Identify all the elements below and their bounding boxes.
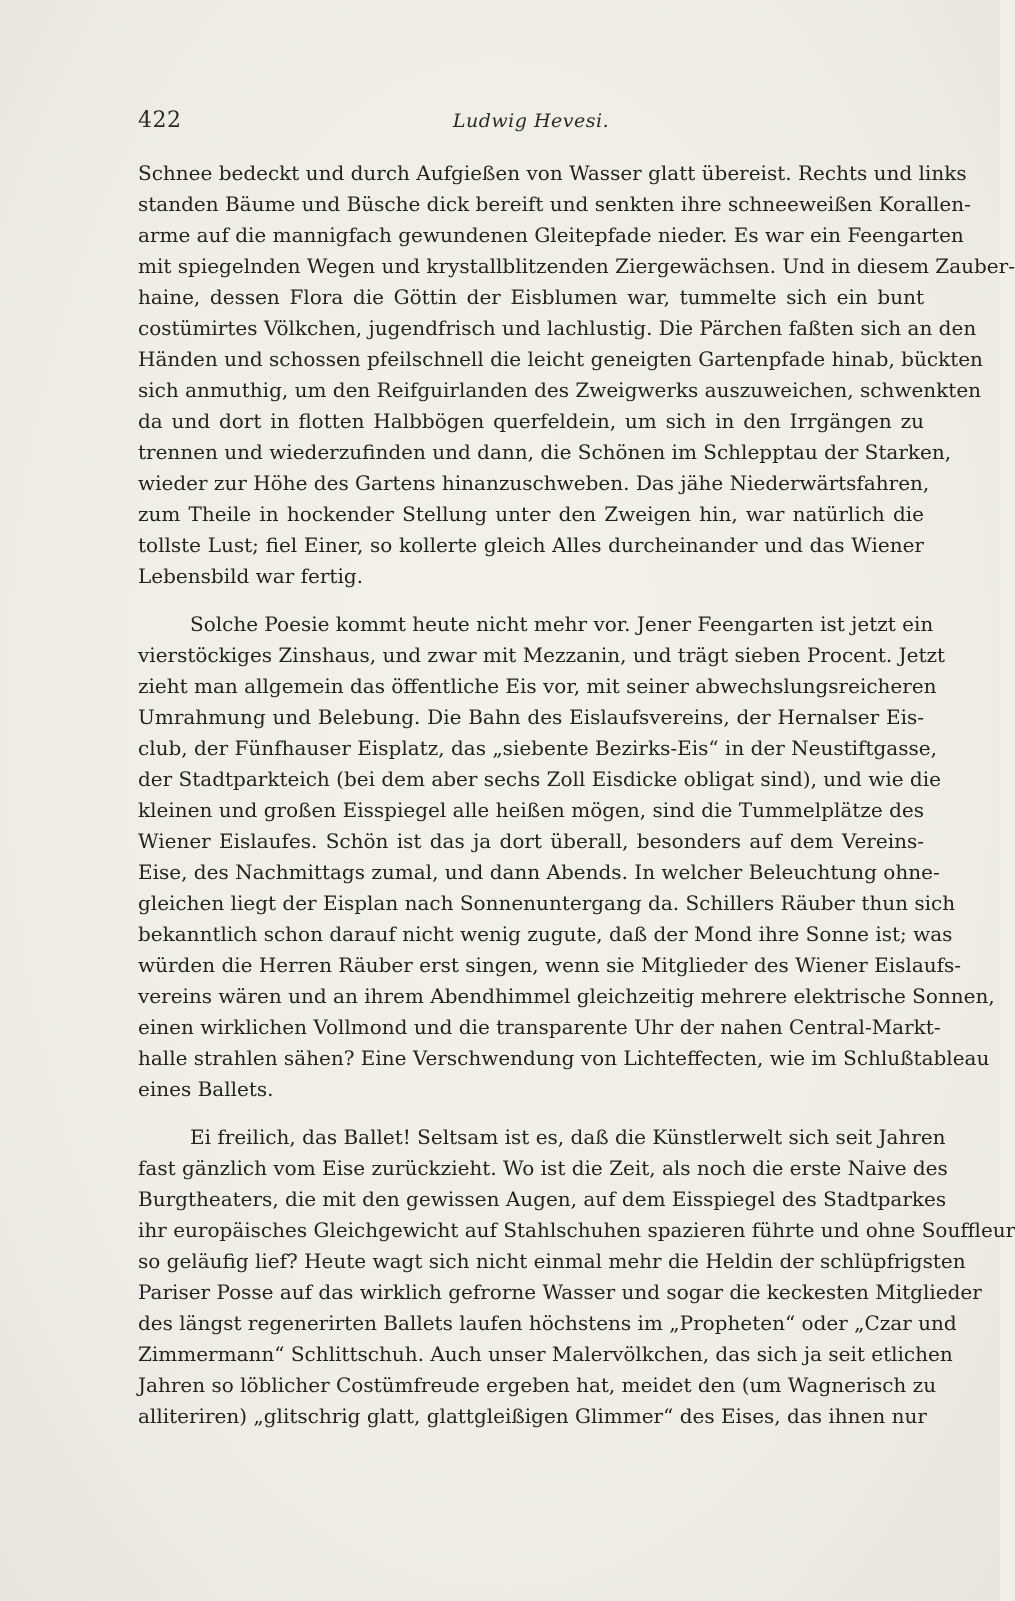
text-line: da und dort in flotten Halbbögen querfeldein, um sich in den Irrgängen zu xyxy=(138,409,924,433)
text-line: fast gänzlich vom Eise zurückzieht. Wo ist die Zeit, als noch die erste Naive des xyxy=(138,1156,948,1180)
text-line: Zimmermann“ Schlittschuh. Auch unser Malervölkchen, das sich ja seit etlichen xyxy=(138,1342,953,1366)
paragraph xyxy=(138,609,995,1105)
text-line: bekanntlich schon darauf nicht wenig zugute, daß der Mond ihre Sonne ist; was xyxy=(138,922,953,946)
text-line: Pariser Posse auf das wirklich gefrorne Wasser und sogar die keckesten Mitglieder xyxy=(138,1280,982,1304)
page-header xyxy=(138,108,924,144)
text-line: wieder zur Höhe des Gartens hinanzuschweben. Das jähe Niederwärtsfahren, xyxy=(138,471,930,495)
text-line: standen Bäume und Büsche dick bereift und senkten ihre schneeweißen Korallen- xyxy=(138,192,971,216)
text-line: Solche Poesie kommt heute nicht mehr vor. Jener Feengarten ist jetzt ein xyxy=(190,612,934,636)
text-line: halle strahlen sähen? Eine Verschwendung von Lichteffecten, wie im Schlußtableau xyxy=(138,1046,990,1070)
text-line: mit spiegelnden Wegen und krystallblitzenden Ziergewächsen. Und in diesem Zauber- xyxy=(138,254,1015,278)
text-line: so geläufig lief? Heute wagt sich nicht einmal mehr die Heldin der schlüpfrigsten xyxy=(138,1249,966,1273)
text-line: vierstöckiges Zinshaus, und zwar mit Mezzanin, und trägt sieben Procent. Jetzt xyxy=(138,643,946,667)
text-line: kleinen und großen Eisspiegel alle heißen mögen, sind die Tummelplätze des xyxy=(138,798,924,822)
text-line: Burgtheaters, die mit den gewissen Augen, auf dem Eisspiegel des Stadtparkes xyxy=(138,1187,947,1211)
text-line: tollste Lust; fiel Einer, so kollerte gleich Alles durcheinander und das Wiener xyxy=(138,533,924,557)
text-line: Händen und schossen pfeilschnell die leicht geneigten Gartenpfade hinab, bückten xyxy=(138,347,983,371)
text-line: eines Ballets. xyxy=(138,1077,274,1101)
text-line: Eise, des Nachmittags zumal, und dann Abends. In welcher Beleuchtung ohne- xyxy=(138,860,940,884)
paragraph-spacer xyxy=(138,1105,924,1122)
text-line: costümirtes Völkchen, jugendfrisch und lachlustig. Die Pärchen faßten sich an den xyxy=(138,316,977,340)
text-line: arme auf die mannigfach gewundenen Gleitepfade nieder. Es war ein Feengarten xyxy=(138,223,964,247)
text-line: ihr europäisches Gleichgewicht auf Stahlschuhen spazieren führte und ohne Souffleur xyxy=(138,1218,1015,1242)
paragraph-spacer xyxy=(138,592,924,609)
body-text xyxy=(138,158,1015,1432)
text-line: zieht man allgemein das öffentliche Eis vor, mit seiner abwechslungsreicheren xyxy=(138,674,937,698)
text-line: Ei freilich, das Ballet! Seltsam ist es, daß die Künstlerwelt sich seit Jahren xyxy=(190,1125,946,1149)
text-line: sich anmuthig, um den Reifguirlanden des Zweigwerks auszuweichen, schwenkten xyxy=(138,378,982,402)
text-line: club, der Fünfhauser Eisplatz, das „siebente Bezirks-Eis“ in der Neustiftgasse, xyxy=(138,736,937,760)
text-line: Umrahmung und Belebung. Die Bahn des Eislaufsvereins, der Hernalser Eis- xyxy=(138,705,924,729)
paragraph xyxy=(138,1122,1015,1432)
text-line: der Stadtparkteich (bei dem aber sechs Zoll Eisdicke obligat sind), und wie die xyxy=(138,767,941,791)
text-line: Jahren so löblicher Costümfreude ergeben hat, meidet den (um Wagnerisch zu xyxy=(138,1373,937,1397)
text-line: zum Theile in hockender Stellung unter den Zweigen hin, war natürlich die xyxy=(138,502,924,526)
running-head: Ludwig Hevesi. xyxy=(452,110,610,132)
text-line: würden die Herren Räuber erst singen, wenn sie Mitglieder des Wiener Eislaufs- xyxy=(138,953,962,977)
text-line: alliteriren) „glitschrig glatt, glattgleißigen Glimmer“ des Eises, das ihnen nur xyxy=(138,1404,927,1428)
text-line: Schnee bedeckt und durch Aufgießen von Wasser glatt übereist. Rechts und links xyxy=(138,161,967,185)
text-line: des längst regenerirten Ballets laufen höchstens im „Propheten“ oder „Czar und xyxy=(138,1311,957,1335)
text-line: einen wirklichen Vollmond und die transparente Uhr der nahen Central-Markt- xyxy=(138,1015,941,1039)
page-number: 422 xyxy=(138,108,182,133)
text-line: Wiener Eislaufes. Schön ist das ja dort überall, besonders auf dem Vereins- xyxy=(138,829,924,853)
text-line: vereins wären und an ihrem Abendhimmel gleichzeitig mehrere elektrische Sonnen, xyxy=(138,984,995,1008)
text-line: gleichen liegt der Eisplan nach Sonnenuntergang da. Schillers Räuber thun sich xyxy=(138,891,956,915)
paragraph xyxy=(138,158,1015,592)
text-line: Lebensbild war fertig. xyxy=(138,564,364,588)
text-line: haine, dessen Flora die Göttin der Eisblumen war, tummelte sich ein bunt xyxy=(138,285,924,309)
text-line: trennen und wiederzufinden und dann, die Schönen im Schlepptau der Starken, xyxy=(138,440,952,464)
